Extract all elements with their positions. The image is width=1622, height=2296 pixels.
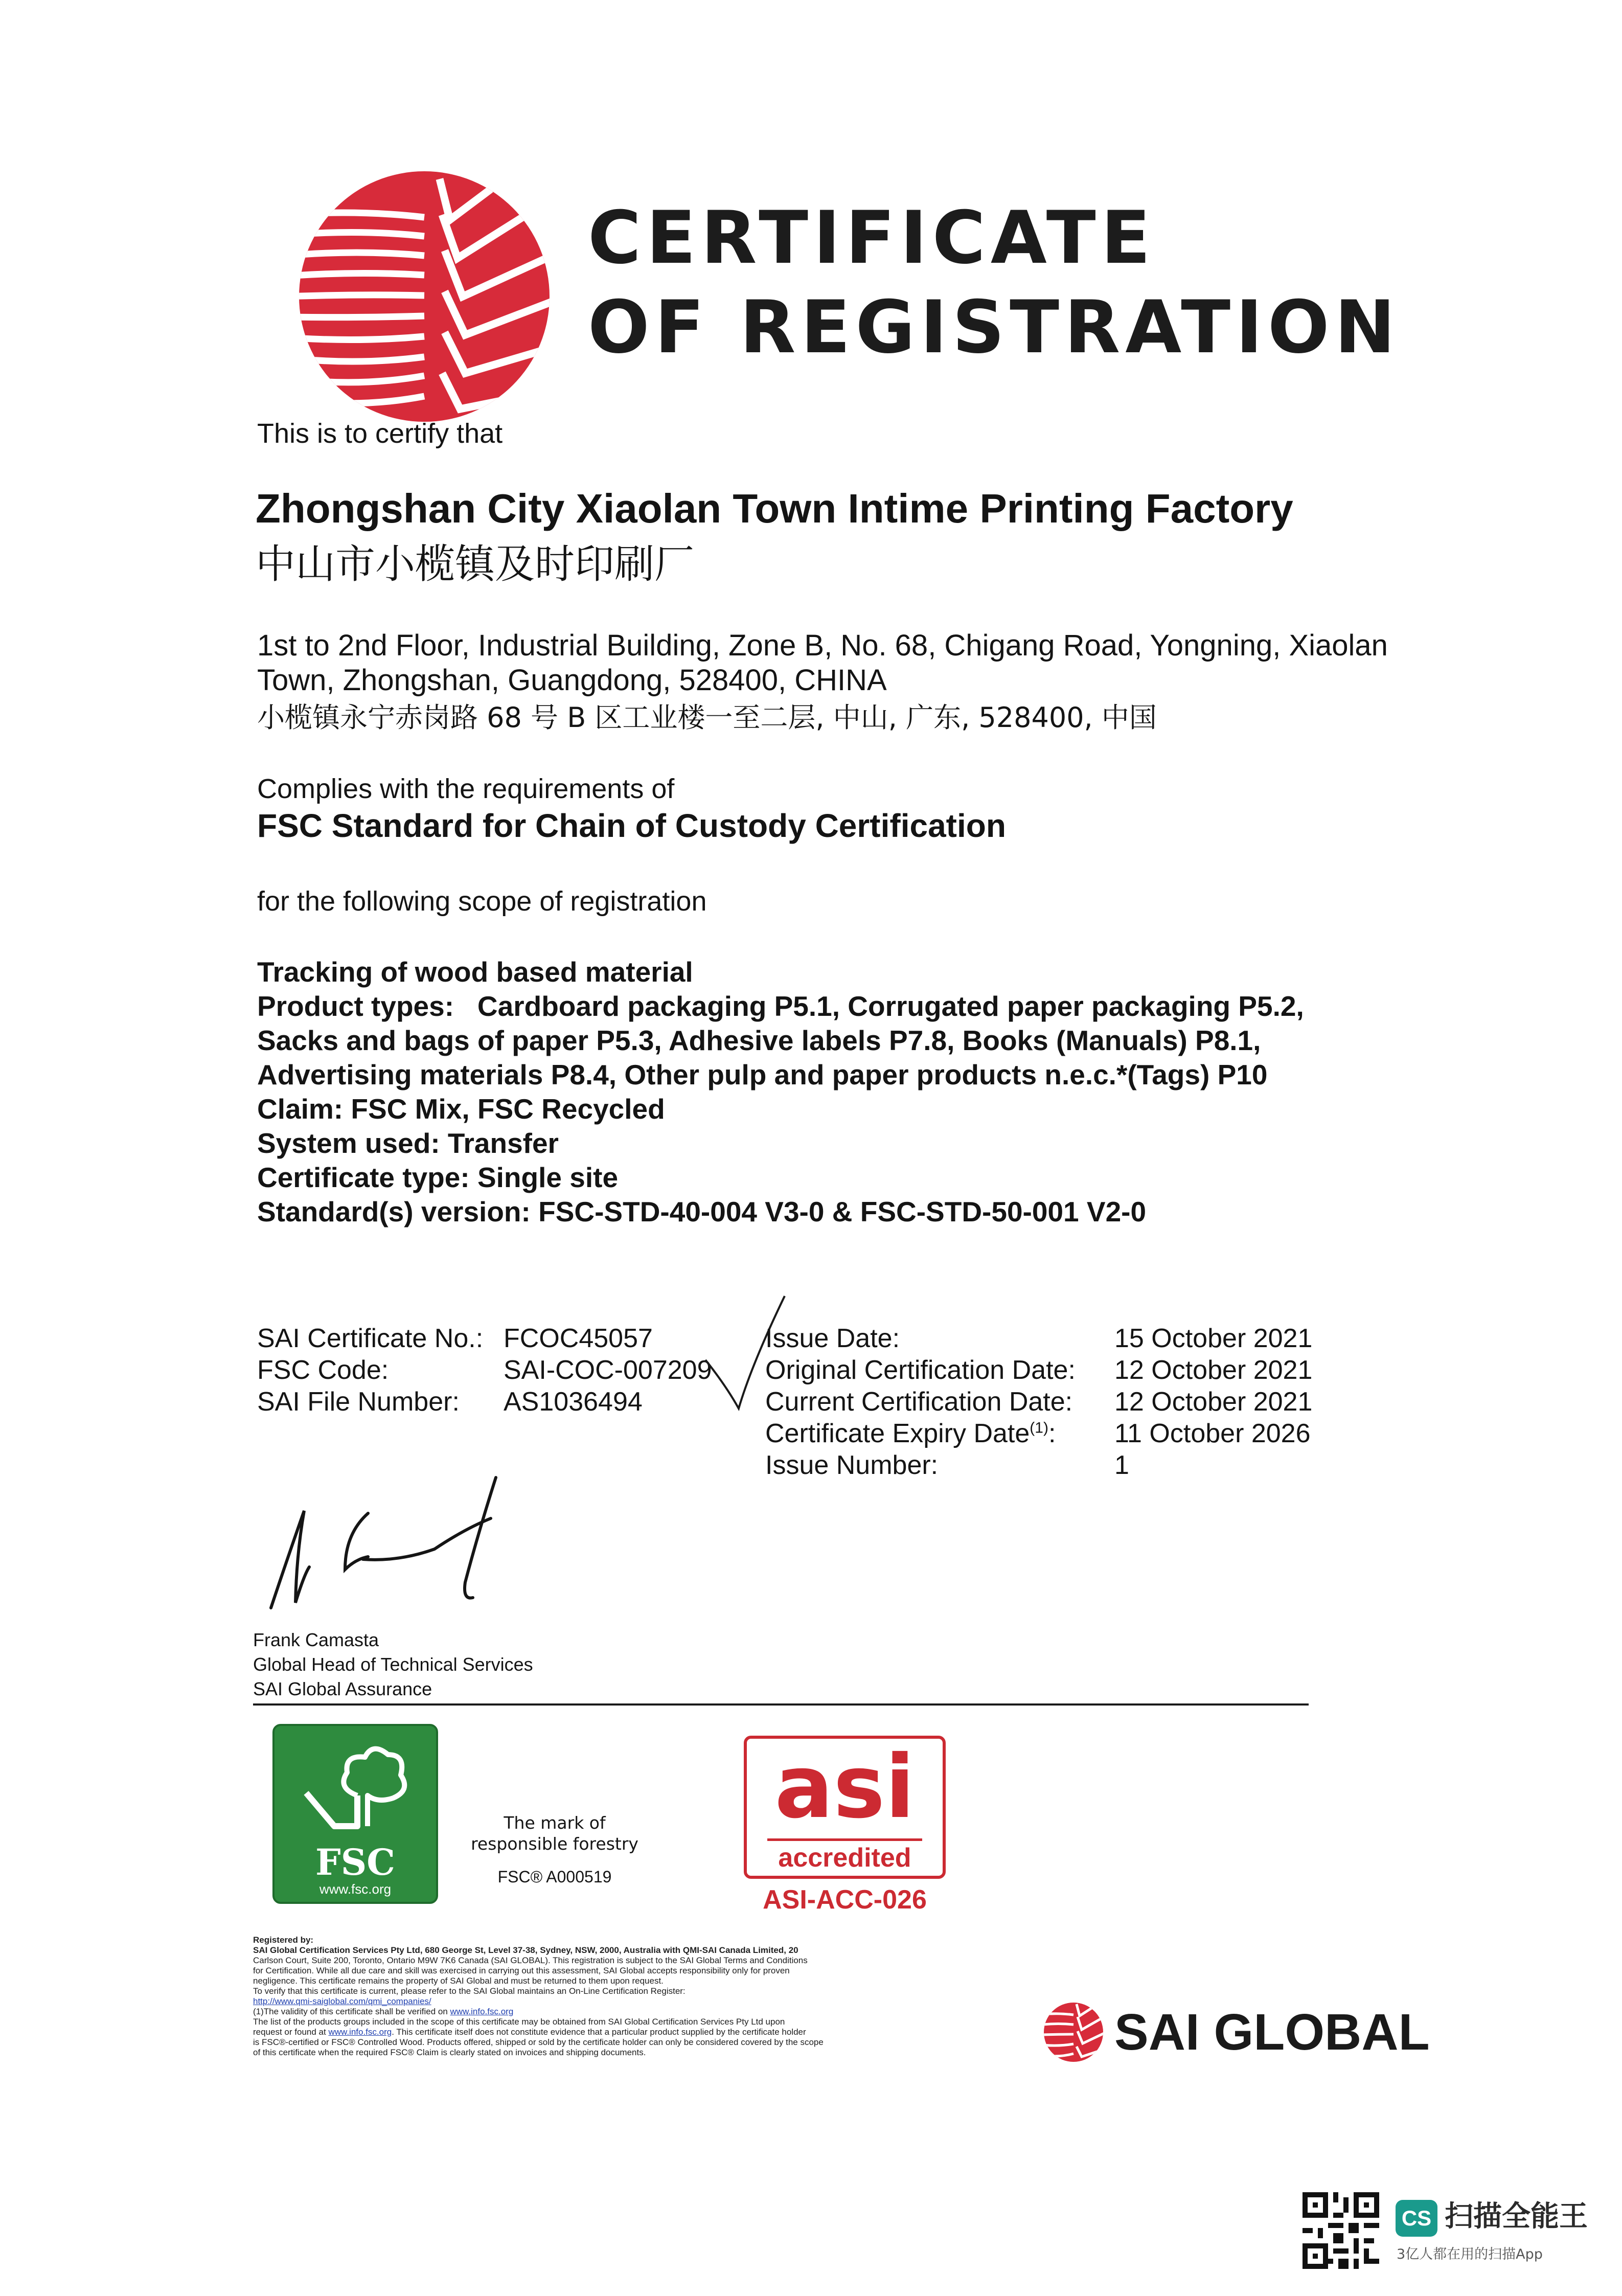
company-name-en: Zhongshan City Xiaolan Town Intime Printing Factory	[256, 486, 1293, 531]
issue-date: 15 October 2021	[1114, 1324, 1313, 1353]
fsc-logo-text: FSC	[315, 1841, 395, 1883]
scope-line: Certificate type: Single site	[257, 1162, 619, 1193]
qr-code	[1303, 2192, 1379, 2269]
footnote-marker: (1)	[1030, 1419, 1048, 1437]
scope-line: Product types: Cardboard packaging P5.1, Corrugated paper packaging P5.2,	[257, 990, 1304, 1022]
register-link[interactable]: http://www.qmi-saiglobal.com/qmi_companies/	[253, 1996, 431, 2006]
sai-stripe-sphere-logo	[296, 169, 552, 424]
signatory-title: Global Head of Technical Services	[253, 1654, 533, 1675]
detail-label: Issue Number:	[765, 1450, 939, 1480]
sai-file-number: AS1036494	[504, 1387, 643, 1417]
certificate-expiry-date: 11 October 2026	[1114, 1419, 1311, 1448]
scope-intro: for the following scope of registration	[257, 886, 707, 917]
intro-text: This is to certify that	[257, 418, 503, 449]
issue-number: 1	[1114, 1450, 1129, 1480]
sai-global-wordmark: SAI GLOBAL	[1114, 2004, 1430, 2061]
asi-logo-text: asi	[774, 1737, 915, 1838]
original-certification-date: 12 October 2021	[1114, 1355, 1313, 1385]
scope-line: Advertising materials P8.4, Other pulp and paper products n.e.c.*(Tags) P10	[257, 1059, 1268, 1090]
fsc-license-code: FSC® A000519	[497, 1868, 612, 1886]
detail-label: SAI File Number:	[257, 1387, 460, 1417]
standard-name: FSC Standard for Chain of Custody Certification	[257, 807, 1006, 844]
address-line1: 1st to 2nd Floor, Industrial Building, Zone B, No. 68, Chigang Road, Yongning, Xiaolan	[257, 629, 1388, 662]
asi-rule	[767, 1838, 922, 1841]
company-name-zh: 中山市小榄镇及时印刷厂	[256, 541, 695, 587]
scope-line: System used: Transfer	[257, 1127, 559, 1159]
fsc-info-link[interactable]: www.info.fsc.org	[328, 2027, 392, 2037]
detail-label: Issue Date:	[765, 1324, 900, 1353]
fsc-tree-check-icon	[296, 1739, 415, 1842]
certificate-title-line1: CERTIFICATE	[588, 196, 1156, 280]
fsc-mark-text: The mark of responsible forestry	[471, 1813, 638, 1854]
fsc-info-link[interactable]: www.info.fsc.org	[450, 2007, 514, 2016]
detail-label: FSC Code:	[257, 1355, 389, 1385]
camscanner-icon	[1396, 2200, 1437, 2237]
detail-label: Current Certification Date:	[765, 1387, 1073, 1417]
scope-line: Tracking of wood based material	[257, 956, 693, 988]
scope-line: Standard(s) version: FSC-STD-40-004 V3-0 & FSC-STD-50-001 V2-0	[257, 1196, 1147, 1227]
camscanner-badge: CS	[1401, 2206, 1432, 2230]
scanner-tagline: 3亿人都在用的扫描App	[1397, 2246, 1543, 2262]
scope-line: Sacks and bags of paper P5.3, Adhesive labels P7.8, Books (Manuals) P8.1,	[257, 1025, 1261, 1056]
asi-accredited-text: accredited	[778, 1843, 911, 1873]
detail-label: Original Certification Date:	[765, 1355, 1076, 1385]
sai-global-sphere-icon	[1043, 2002, 1104, 2063]
divider	[253, 1703, 1309, 1706]
signatory-name: Frank Camasta	[253, 1629, 379, 1650]
asi-accredited-logo	[744, 1736, 946, 1879]
current-certification-date: 12 October 2021	[1114, 1387, 1313, 1417]
asi-accreditation-code: ASI-ACC-026	[763, 1885, 927, 1915]
detail-label: Certificate Expiry Date$^{(1)}$:	[765, 1419, 1056, 1448]
scope-block	[257, 955, 1304, 1229]
certificate-title-line2: OF REGISTRATION	[588, 285, 1401, 370]
fsc-code: SAI-COC-007209	[504, 1355, 712, 1385]
complies-text: Complies with the requirements of	[257, 774, 675, 804]
address-line2: Town, Zhongshan, Guangdong, 528400, CHINA	[257, 664, 887, 697]
scope-line: Claim: FSC Mix, FSC Recycled	[257, 1093, 665, 1125]
signatory-organization: SAI Global Assurance	[253, 1678, 432, 1699]
address-line-zh: 小榄镇永宁赤岗路 68 号 B 区工业楼一至二层, 中山, 广东, 528400, 中国	[257, 701, 1157, 734]
sai-certificate-number: FCOC45057	[504, 1324, 653, 1353]
detail-label: SAI Certificate No.:	[257, 1324, 484, 1353]
fine-print: Registered by: SAI Global Certification Services Pty Ltd, 680 George St, Level 37-38, Sydney, NSW, 2000, Australia with QMI-SAI Canada Limited, 20 Carlson Court, Suite 200, Toronto, Ontario M9W 7K6 Canada (SAI GLOBAL). This registration is subject to the SAI Global Terms and Conditions for Certification. While all due care and skill was exercised in carrying out this assessment, SAI Global accepts responsibility only for proven negligence. This certificate remains the property of SAI Global and must be returned to them upon request. To verify that this certificate is current, please refer to the SAI Global maintains an On-Line Certification Register: http://www.qmi-saiglobal.com/qmi_companies/ (1)The validity of this certificate shall be verified on www.info.fsc.org The list of the products groups included in the scope of this certificate may be obtained from SAI Global Certification Services Pty Ltd upon request or found at www.info.fsc.org. This certificate itself does not constitute evidence that a particular product supplied by the certificate holder is FSC®-certified or FSC® Controlled Wood. Products offered, shipped or sold by the certificate holder can only be considered covered by the scope of this certificate when the required FSC® Claim is clearly stated on invoices and shipping documents.	[253, 1935, 824, 2057]
fsc-logo	[272, 1724, 438, 1904]
fsc-logo-url: www.fsc.org	[319, 1881, 392, 1897]
signature	[245, 1472, 552, 1626]
scanner-app-name: 扫描全能王	[1445, 2200, 1588, 2233]
